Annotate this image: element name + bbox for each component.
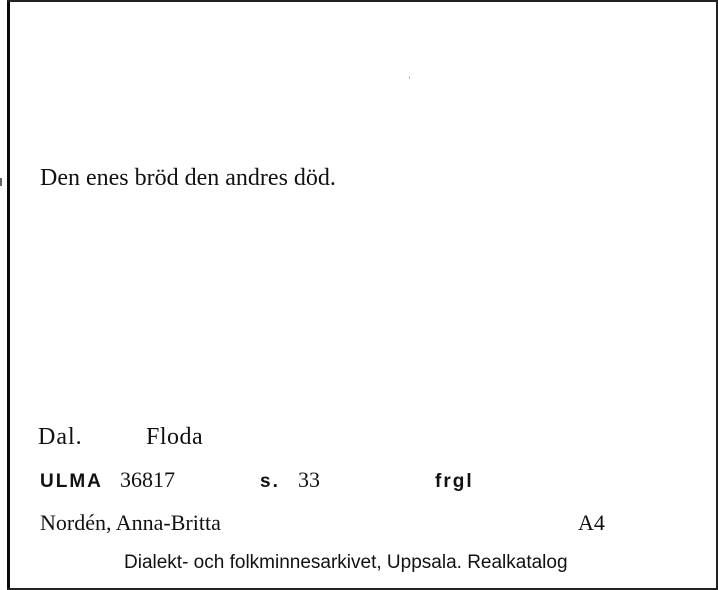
page-number: 33 (298, 467, 320, 492)
place-label: Floda (146, 424, 204, 450)
form-code: frgl (435, 471, 474, 492)
card-left-border (7, 0, 10, 590)
scan-edge-mark (0, 178, 2, 186)
proverb-text: Den enes bröd den andres död. (40, 165, 336, 191)
catalog-footer: Dialekt- och folkminnesarkivet, Uppsala. Realkatalog (124, 552, 568, 573)
card-top-border (7, 0, 718, 2)
recorder-name: Nordén, Anna-Britta (40, 510, 221, 535)
region-label: Dal. (38, 424, 83, 450)
archive-number: 36817 (120, 467, 175, 492)
scan-speck (409, 76, 410, 79)
page-prefix: s. (260, 471, 280, 492)
paper-format: A4 (578, 510, 605, 535)
archive-code: ULMA (40, 471, 103, 492)
